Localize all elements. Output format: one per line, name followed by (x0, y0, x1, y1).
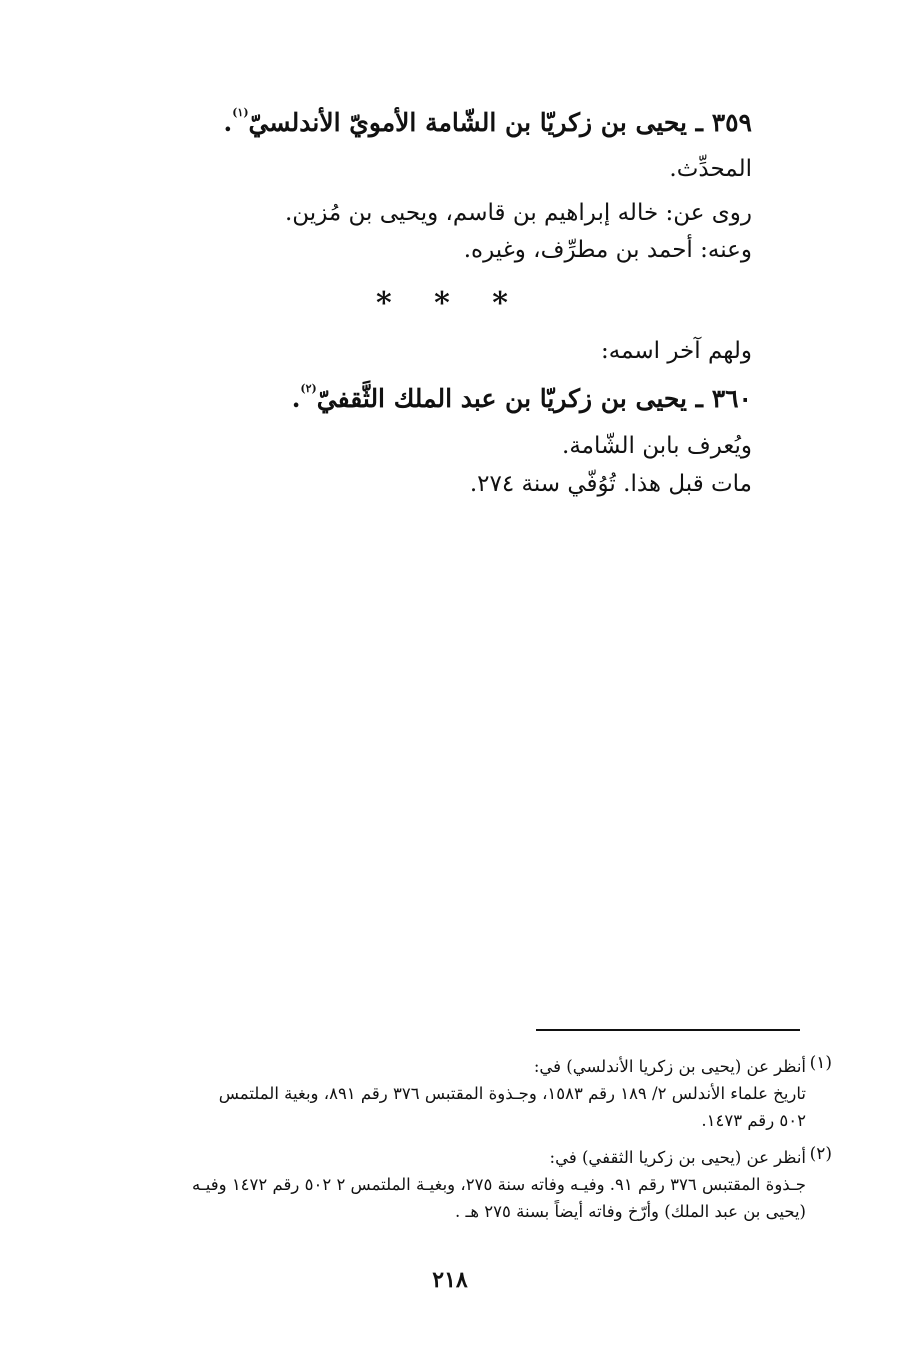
footnote-1-line-1: أنظر عن (يحيى بن زكريا الأندلسي) في: (533, 1057, 806, 1076)
entry-359-heading-end: . (223, 108, 233, 137)
entry-360-heading-end: . (291, 384, 301, 413)
footnote-1-number: (١) (809, 1053, 832, 1073)
entry-360-intro: ولهم آخر اسمه: (601, 338, 752, 364)
entry-359-narrators: وعنه: أحمد بن مطرِّف، وغيره. (463, 237, 752, 263)
footnote-2-line-2: جـذوة المقتبس ٣٧٦ رقم ٩١. وفيـه وفاته سنة ٢٧٥، وبغيـة الملتمس ٢ ٥٠٢ رقم ١٤٧٢ وفيـه (192, 1175, 806, 1194)
entry-360-death: مات قبل هذا. تُوُفّي سنة ٢٧٤. (469, 471, 752, 497)
footnote-2-number: (٢) (809, 1144, 832, 1164)
footnote-ref-2: (٢) (300, 382, 317, 395)
footnote-2-line-1: أنظر عن (يحيى بن زكريا الثقفي) في: (549, 1148, 806, 1167)
section-separator: * * * (376, 286, 524, 321)
entry-360-heading (150, 384, 752, 413)
footnote-1-line-3: ٥٠٢ رقم ١٤٧٣. (701, 1111, 806, 1130)
entry-360-title: ٣٦٠ ـ يحيى بن زكريّا بن عبد الملك الثَّقفيّ (316, 384, 752, 413)
entry-359-title: ٣٥٩ ـ يحيى بن زكريّا بن الشّامة الأمويّ الأندلسيّ (248, 108, 752, 137)
footnote-divider (536, 1029, 800, 1031)
page-number: ٢١٨ (432, 1267, 468, 1293)
entry-360-known-as: ويُعرف بابن الشّامة. (562, 433, 752, 459)
footnote-1 (82, 1053, 806, 1134)
footnote-2-line-3: (يحيى بن عبد الملك) وأرّخ وفاته أيضاً بسنة ٢٧٥ هـ . (455, 1202, 806, 1221)
entry-359-narrated-from: روى عن: خاله إبراهيم بن قاسم، ويحيى بن مُزين. (284, 200, 752, 226)
footnote-ref-1: (١) (232, 106, 249, 119)
entry-359-heading (150, 108, 752, 137)
footnote-1-line-2: تاريخ علماء الأندلس ٢/ ١٨٩ رقم ١٥٨٣، وجـذوة المقتبس ٣٧٦ رقم ٨٩١، وبغية الملتمس (218, 1084, 806, 1103)
entry-359-role: المحدِّث. (669, 156, 752, 182)
footnote-2 (82, 1144, 806, 1225)
